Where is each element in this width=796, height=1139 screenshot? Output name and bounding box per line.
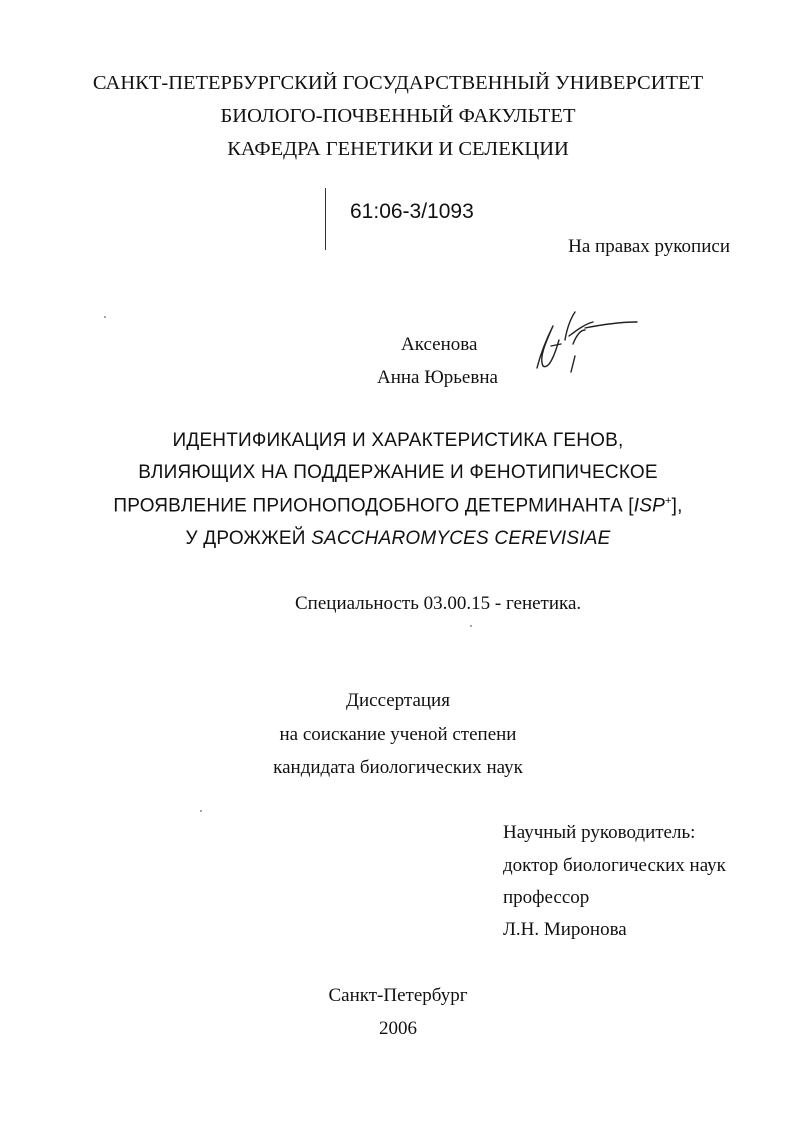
supervisor-rank: профессор (503, 887, 590, 908)
specialty: Специальность 03.00.15 - генетика. (295, 593, 582, 614)
scan-speck (200, 810, 202, 812)
manuscript-rights: На правах рукописи (568, 236, 730, 257)
dissertation-purpose: на соискание ученой степени (279, 724, 517, 745)
thesis-title-line-3: ПРОЯВЛЕНИЕ ПРИОНОПОДОБНОГО ДЕТЕРМИНАНТА [ISP+], (113, 495, 683, 517)
supervisor-name: Л.Н. Миронова (503, 919, 627, 940)
isp-determinant: ISP (633, 495, 666, 517)
faculty-name: БИОЛОГО-ПОЧВЕННЫЙ ФАКУЛЬТЕТ (220, 105, 576, 127)
author-given-names: Анна Юрьевна (377, 367, 498, 388)
department-name: КАФЕДРА ГЕНЕТИКИ И СЕЛЕКЦИИ (227, 138, 569, 160)
city: Санкт-Петербург (328, 985, 468, 1006)
scan-speck (104, 316, 106, 318)
catalog-code: 61:06-3/1093 (350, 200, 474, 223)
thesis-title-line-2: ВЛИЯЮЩИХ НА ПОДДЕРЖАНИЕ И ФЕНОТИПИЧЕСКОЕ (138, 462, 658, 483)
dissertation-degree: кандидата биологических наук (273, 757, 523, 778)
scan-speck (470, 625, 472, 627)
thesis-title-line-4: У ДРОЖЖЕЙ SACCHAROMYCES CEREVISIAE (185, 528, 611, 549)
author-signature (525, 300, 645, 390)
thesis-title-line-1: ИДЕНТИФИКАЦИЯ И ХАРАКТЕРИСТИКА ГЕНОВ, (172, 430, 624, 451)
species-name: SACCHAROMYCES CEREVISIAE (311, 528, 611, 549)
year: 2006 (379, 1018, 417, 1039)
supervisor-degree: доктор биологических наук (503, 855, 726, 876)
supervisor-role: Научный руководитель: (503, 822, 696, 843)
stamp-margin-line (325, 188, 326, 250)
university-name: САНКТ-ПЕТЕРБУРГСКИЙ ГОСУДАРСТВЕННЫЙ УНИВЕРСИТЕТ (92, 72, 704, 94)
author-surname: Аксенова (401, 334, 478, 355)
dissertation-label: Диссертация (346, 690, 450, 711)
